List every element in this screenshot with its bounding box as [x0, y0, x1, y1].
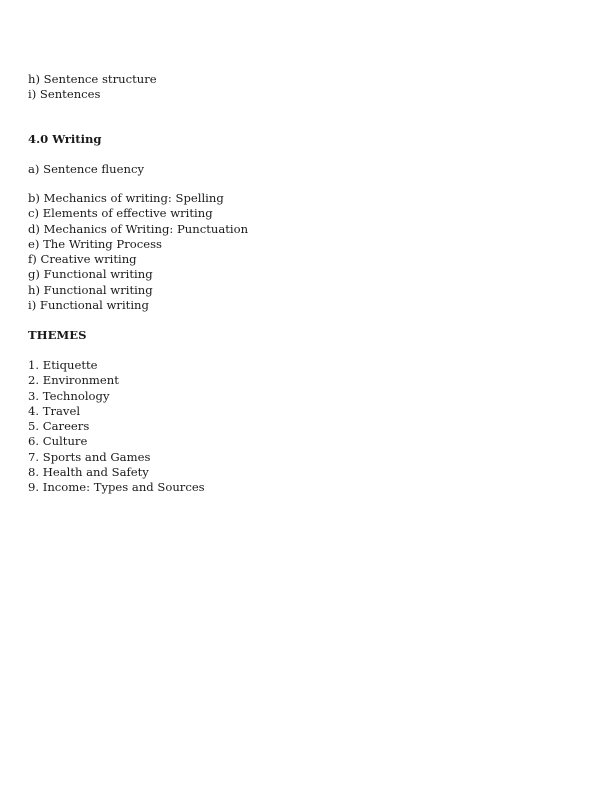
list-item: d) Mechanics of Writing: Punctuation: [28, 221, 249, 236]
list-item: h) Sentence structure: [28, 72, 157, 86]
list-item: 1. Etiquette: [28, 358, 98, 372]
section-heading-writing: [28, 132, 102, 147]
heading: 4.0 Writing: [28, 132, 102, 146]
top-list: [28, 72, 157, 103]
list-item: 4. Travel: [28, 403, 81, 418]
list-item: f) Creative writing: [28, 252, 137, 267]
list-item: 5. Careers: [28, 419, 90, 434]
list-item: h) Functional writing: [28, 282, 153, 297]
themes-list: [28, 358, 205, 496]
list-item: 9. Income: Types and Sources: [28, 480, 205, 495]
section-heading-themes: [28, 328, 86, 343]
list-item: i) Functional writing: [28, 298, 149, 313]
list-item: c) Elements of effective writing: [28, 206, 213, 221]
list-item: b) Mechanics of writing: Spelling: [28, 191, 224, 205]
writing-first-item: [28, 162, 144, 177]
list-item: 6. Culture: [28, 434, 88, 449]
list-item: 8. Health and Safety: [28, 465, 149, 480]
list-item: g) Functional writing: [28, 267, 153, 282]
list-item: i) Sentences: [28, 87, 101, 102]
list-item: 3. Technology: [28, 388, 110, 403]
list-item: 2. Environment: [28, 373, 119, 388]
list-item: 7. Sports and Games: [28, 449, 151, 464]
heading: THEMES: [28, 328, 87, 342]
list-item: e) The Writing Process: [28, 236, 162, 251]
writing-list: [28, 191, 248, 313]
list-item: a) Sentence fluency: [28, 162, 144, 176]
